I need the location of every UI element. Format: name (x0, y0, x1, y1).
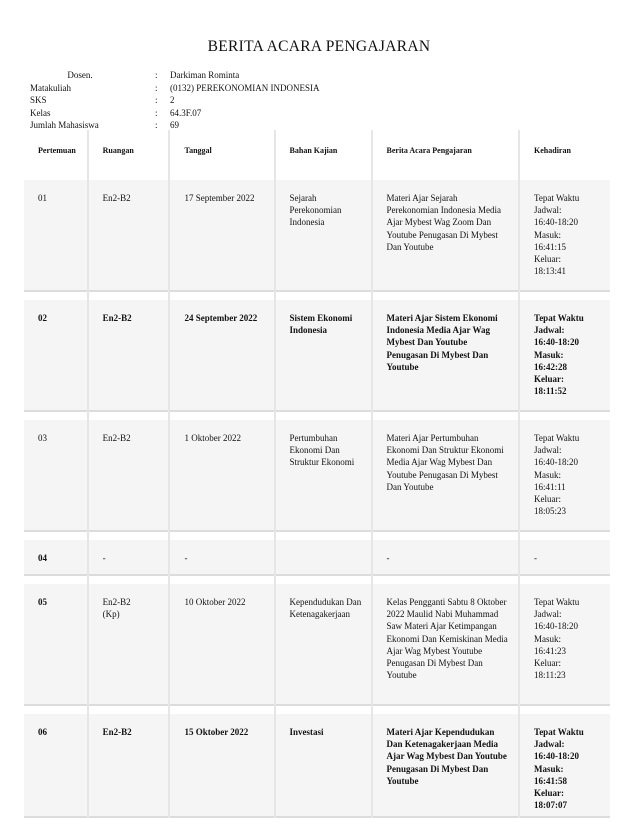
kehadiran-line: Jadwal: (534, 609, 562, 620)
kehadiran-line: 16:40-18:20 (534, 457, 579, 468)
cell-kehadiran (519, 420, 610, 531)
meta-value: Darkiman Rominta (170, 70, 240, 80)
kehadiran-line: 16:41:58 (534, 775, 568, 786)
kehadiran-line: Keluar: (534, 494, 562, 505)
meta-value: 2 (170, 95, 175, 106)
meta-label: Dosen. (67, 70, 93, 80)
cell-kehadiran (519, 180, 610, 291)
header-kehadiran: Kehadiran (519, 130, 610, 172)
kehadiran-line: Jadwal: (534, 739, 565, 750)
cell-ruangan: En2-B2 (88, 714, 170, 817)
cell-ruangan: En2-B2 (88, 180, 170, 291)
table-row (24, 180, 610, 291)
table-row (24, 584, 610, 705)
kehadiran-status: Tepat Waktu (534, 313, 584, 323)
kehadiran-line: 18:13:41 (534, 266, 567, 277)
kehadiran-line: Jadwal: (534, 325, 565, 336)
header-tanggal: Tanggal (169, 130, 274, 172)
cell-berita: Materi Ajar Sistem Ekonomi Indonesia Media Ajar Wag Mybest Dan Youtube Penugasan Di Mybest Dan Youtube (372, 300, 520, 411)
kehadiran-line: Masuk: (534, 763, 564, 774)
cell-tanggal: 17 September 2022 (169, 180, 274, 291)
header-ruangan: Ruangan (88, 130, 170, 172)
meta-row-sks (30, 94, 320, 107)
cell-ruangan: - (88, 540, 170, 575)
header-bahan-kajian: Bahan Kajian (275, 130, 372, 172)
cell-pertemuan: 04 (38, 553, 47, 563)
meta-colon: : (155, 107, 158, 118)
kehadiran-line: 16:40-18:20 (534, 337, 580, 348)
cell-tanggal: 10 Oktober 2022 (169, 584, 274, 705)
cell-kehadiran (519, 540, 610, 575)
cell-pertemuan: 03 (38, 433, 47, 443)
page-title: BERITA ACARA PENGAJARAN (207, 38, 431, 55)
meta-colon: : (155, 70, 158, 80)
cell-berita: - (372, 540, 520, 575)
cell-bahan: Pertumbuhan Ekonomi Dan Struktur Ekonomi (275, 420, 372, 531)
cell-tanggal: 24 September 2022 (169, 300, 274, 411)
meta-colon: : (155, 120, 158, 131)
kehadiran-status: Tepat Waktu (534, 193, 580, 203)
cell-berita: Materi Ajar Pertumbuhan Ekonomi Dan Struktur Ekonomi Media Ajar Wag Mybest Dan Youtube Penugasan Di Mybest Dan Youtube (372, 420, 520, 531)
kehadiran-line: 16:42:28 (534, 361, 568, 372)
cell-berita: Materi Ajar Sejarah Perekonomian Indonesia Media Ajar Mybest Wag Zoom Dan Youtube Penugasan Di Mybest Dan Youtube (372, 180, 520, 291)
kehadiran-line: Keluar: (534, 788, 565, 799)
cell-ruangan: En2-B2 (Kp) (88, 584, 170, 705)
cell-kehadiran (519, 300, 610, 411)
kehadiran-line: Jadwal: (534, 445, 562, 456)
kehadiran-status: Tepat Waktu (534, 727, 584, 737)
meta-value: 64.3F.07 (170, 107, 202, 118)
kehadiran-line: 16:41:15 (534, 241, 567, 252)
meta-label: Matakuliah (30, 82, 71, 93)
kehadiran-status: Tepat Waktu (534, 433, 580, 443)
course-info (30, 69, 320, 132)
kehadiran-line: 18:11:52 (534, 386, 567, 397)
header-pertemuan: Pertemuan (24, 130, 88, 172)
cell-ruangan: En2-B2 (88, 420, 170, 531)
meta-row-dosen (30, 69, 320, 82)
cell-pertemuan: 01 (38, 193, 47, 203)
kehadiran-line: 16:40-18:20 (534, 751, 580, 762)
kehadiran-line: 18:11:23 (534, 670, 566, 681)
kehadiran-line: Masuk: (534, 633, 562, 644)
meta-colon: : (155, 82, 158, 93)
kehadiran-line: Keluar: (534, 374, 565, 385)
meta-label: SKS (30, 95, 47, 106)
kehadiran-status: Tepat Waktu (534, 597, 580, 607)
cell-tanggal: - (169, 540, 274, 575)
table-row (24, 714, 610, 817)
cell-kehadiran (519, 584, 610, 705)
cell-ruangan: En2-B2 (88, 300, 170, 411)
table-header-row (24, 130, 610, 172)
table-row (24, 420, 610, 531)
kehadiran-line: 18:05:23 (534, 506, 567, 517)
kehadiran-line: Jadwal: (534, 205, 562, 216)
kehadiran-line: Masuk: (534, 469, 562, 480)
cell-bahan: Sejarah Perekonomian Indonesia (275, 180, 372, 291)
kehadiran-line: 16:40-18:20 (534, 621, 579, 632)
meta-colon: : (155, 95, 158, 106)
kehadiran-line: Keluar: (534, 658, 562, 669)
cell-berita: Kelas Pengganti Sabtu 8 Oktober 2022 Maulid Nabi Muhammad Saw Materi Ajar Ketimpangan Ekonomi Dan Kemiskinan Media Ajar Wag Mybest Youtube Penugasan Di Mybest Dan Youtube (372, 584, 520, 705)
cell-bahan: Kependudukan Dan Ketenagakerjaan (275, 584, 372, 705)
table-row (24, 300, 610, 411)
cell-bahan: Investasi (275, 714, 372, 817)
cell-bahan: Sistem Ekonomi Indonesia (275, 300, 372, 411)
kehadiran-line: 18:07:07 (534, 800, 568, 811)
kehadiran-status: - (534, 553, 538, 563)
cell-berita: Materi Ajar Kependudukan Dan Ketenagakerjaan Media Ajar Wag Mybest Dan Youtube Penugasan Di Mybest Dan Youtube (372, 714, 520, 817)
kehadiran-line: 16:40-18:20 (534, 217, 579, 228)
kehadiran-line: Masuk: (534, 349, 564, 360)
teaching-record-table (24, 130, 610, 818)
kehadiran-line: 16:41:23 (534, 645, 567, 656)
meta-label: Kelas (30, 107, 51, 118)
cell-tanggal: 15 Oktober 2022 (169, 714, 274, 817)
meta-row-kelas (30, 107, 320, 120)
meta-value: 69 (170, 120, 179, 131)
cell-tanggal: 1 Oktober 2022 (169, 420, 274, 531)
kehadiran-line: Masuk: (534, 229, 562, 240)
cell-bahan (275, 540, 372, 575)
cell-pertemuan: 06 (38, 727, 47, 737)
meta-value: (0132) PEREKONOMIAN INDONESIA (170, 82, 320, 93)
kehadiran-line: 16:41:11 (534, 481, 566, 492)
meta-label: Jumlah Mahasiswa (30, 120, 99, 131)
meta-row-matakuliah (30, 82, 320, 95)
kehadiran-line: Keluar: (534, 254, 562, 265)
cell-pertemuan: 05 (38, 597, 47, 607)
table-row (24, 540, 610, 575)
cell-pertemuan: 02 (38, 313, 47, 323)
cell-kehadiran (519, 714, 610, 817)
header-berita-acara: Berita Acara Pengajaran (372, 130, 520, 172)
